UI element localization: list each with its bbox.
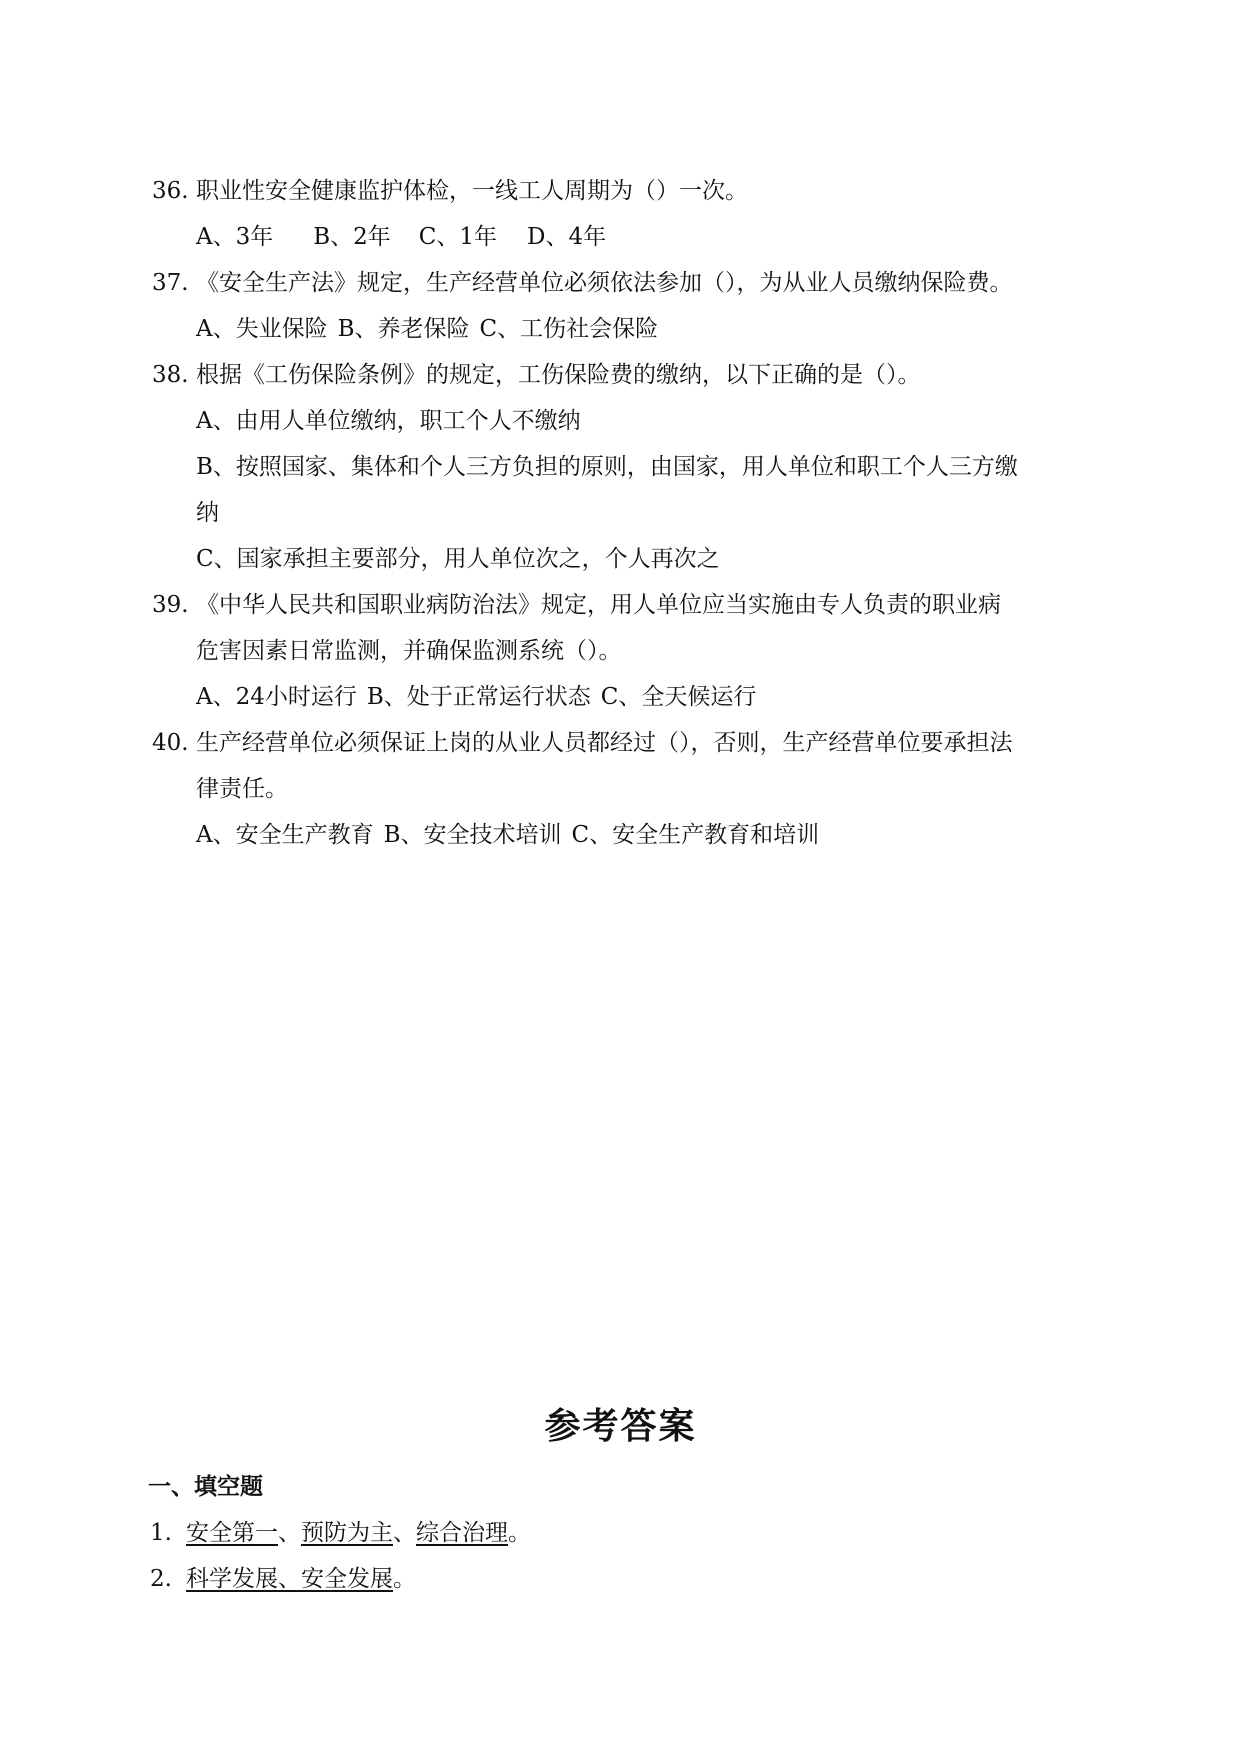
- option-d: D、4年: [527, 224, 607, 250]
- option-c: C、安全生产教育和培训: [571, 822, 820, 848]
- question-text: 职业性安全健康监护体检，一线工人周期为（）一次。: [196, 178, 748, 204]
- answer-blank: 综合治理: [416, 1520, 508, 1546]
- question-37-options: [196, 314, 658, 344]
- answer-number: 1.: [150, 1520, 172, 1546]
- answers-title: 参考答案: [544, 1405, 697, 1447]
- question-number: 40.: [152, 730, 189, 756]
- separator: 、: [393, 1520, 416, 1546]
- option-c: C、工伤社会保险: [479, 316, 659, 342]
- question-36-options: [196, 222, 606, 252]
- question-38-option-c: C、国家承担主要部分，用人单位次之，个人再次之: [196, 546, 720, 572]
- period: 。: [508, 1520, 531, 1546]
- question-text: 《安全生产法》规定，生产经营单位必须依法参加（），为从业人员缴纳保险费。: [196, 270, 1013, 296]
- question-39: [152, 590, 1001, 620]
- question-40-text-line2: 律责任。: [196, 776, 288, 802]
- question-number: 38.: [152, 362, 189, 388]
- option-a: A、3年: [196, 224, 274, 250]
- question-38-option-b-cont: 纳: [196, 500, 219, 526]
- question-40-options: [196, 820, 819, 850]
- question-40: [152, 728, 1013, 758]
- answer-2: [150, 1564, 416, 1594]
- option-a: A、安全生产教育: [196, 822, 374, 848]
- period: 。: [393, 1566, 416, 1592]
- option-a: A、24小时运行: [196, 684, 357, 710]
- answer-1: [150, 1518, 531, 1548]
- question-number: 36.: [152, 178, 189, 204]
- question-text-line1: 《中华人民共和国职业病防治法》规定，用人单位应当实施由专人负责的职业病: [196, 592, 1001, 618]
- option-b: B、安全技术培训: [383, 822, 562, 848]
- answer-blank: 科学发展、安全发展: [186, 1566, 393, 1592]
- question-36: [152, 176, 748, 206]
- option-b: B、处于正常运行状态: [366, 684, 591, 710]
- option-c: C、1年: [418, 224, 498, 250]
- question-number: 39.: [152, 592, 189, 618]
- option-a: A、失业保险: [196, 316, 328, 342]
- question-38: [152, 360, 921, 390]
- option-b: B、养老保险: [337, 316, 470, 342]
- question-39-text-line2: 危害因素日常监测，并确保监测系统（）。: [196, 638, 622, 664]
- question-text-line1: 生产经营单位必须保证上岗的从业人员都经过（），否则，生产经营单位要承担法: [196, 730, 1013, 756]
- question-38-option-b: B、按照国家、集体和个人三方负担的原则，由国家，用人单位和职工个人三方缴: [196, 454, 1018, 480]
- question-text: 根据《工伤保险条例》的规定，工伤保险费的缴纳，以下正确的是（）。: [196, 362, 921, 388]
- answer-blank: 预防为主: [301, 1520, 393, 1546]
- answer-blank: 安全第一: [186, 1520, 278, 1546]
- option-b: B、2年: [313, 224, 391, 250]
- question-39-options: [196, 682, 756, 712]
- section-heading: 一、填空题: [148, 1474, 263, 1500]
- question-37: [152, 268, 1013, 298]
- separator: 、: [278, 1520, 301, 1546]
- answer-number: 2.: [150, 1566, 172, 1592]
- question-number: 37.: [152, 270, 189, 296]
- question-38-option-a: A、由用人单位缴纳，职工个人不缴纳: [196, 408, 581, 434]
- option-c: C、全天候运行: [600, 684, 757, 710]
